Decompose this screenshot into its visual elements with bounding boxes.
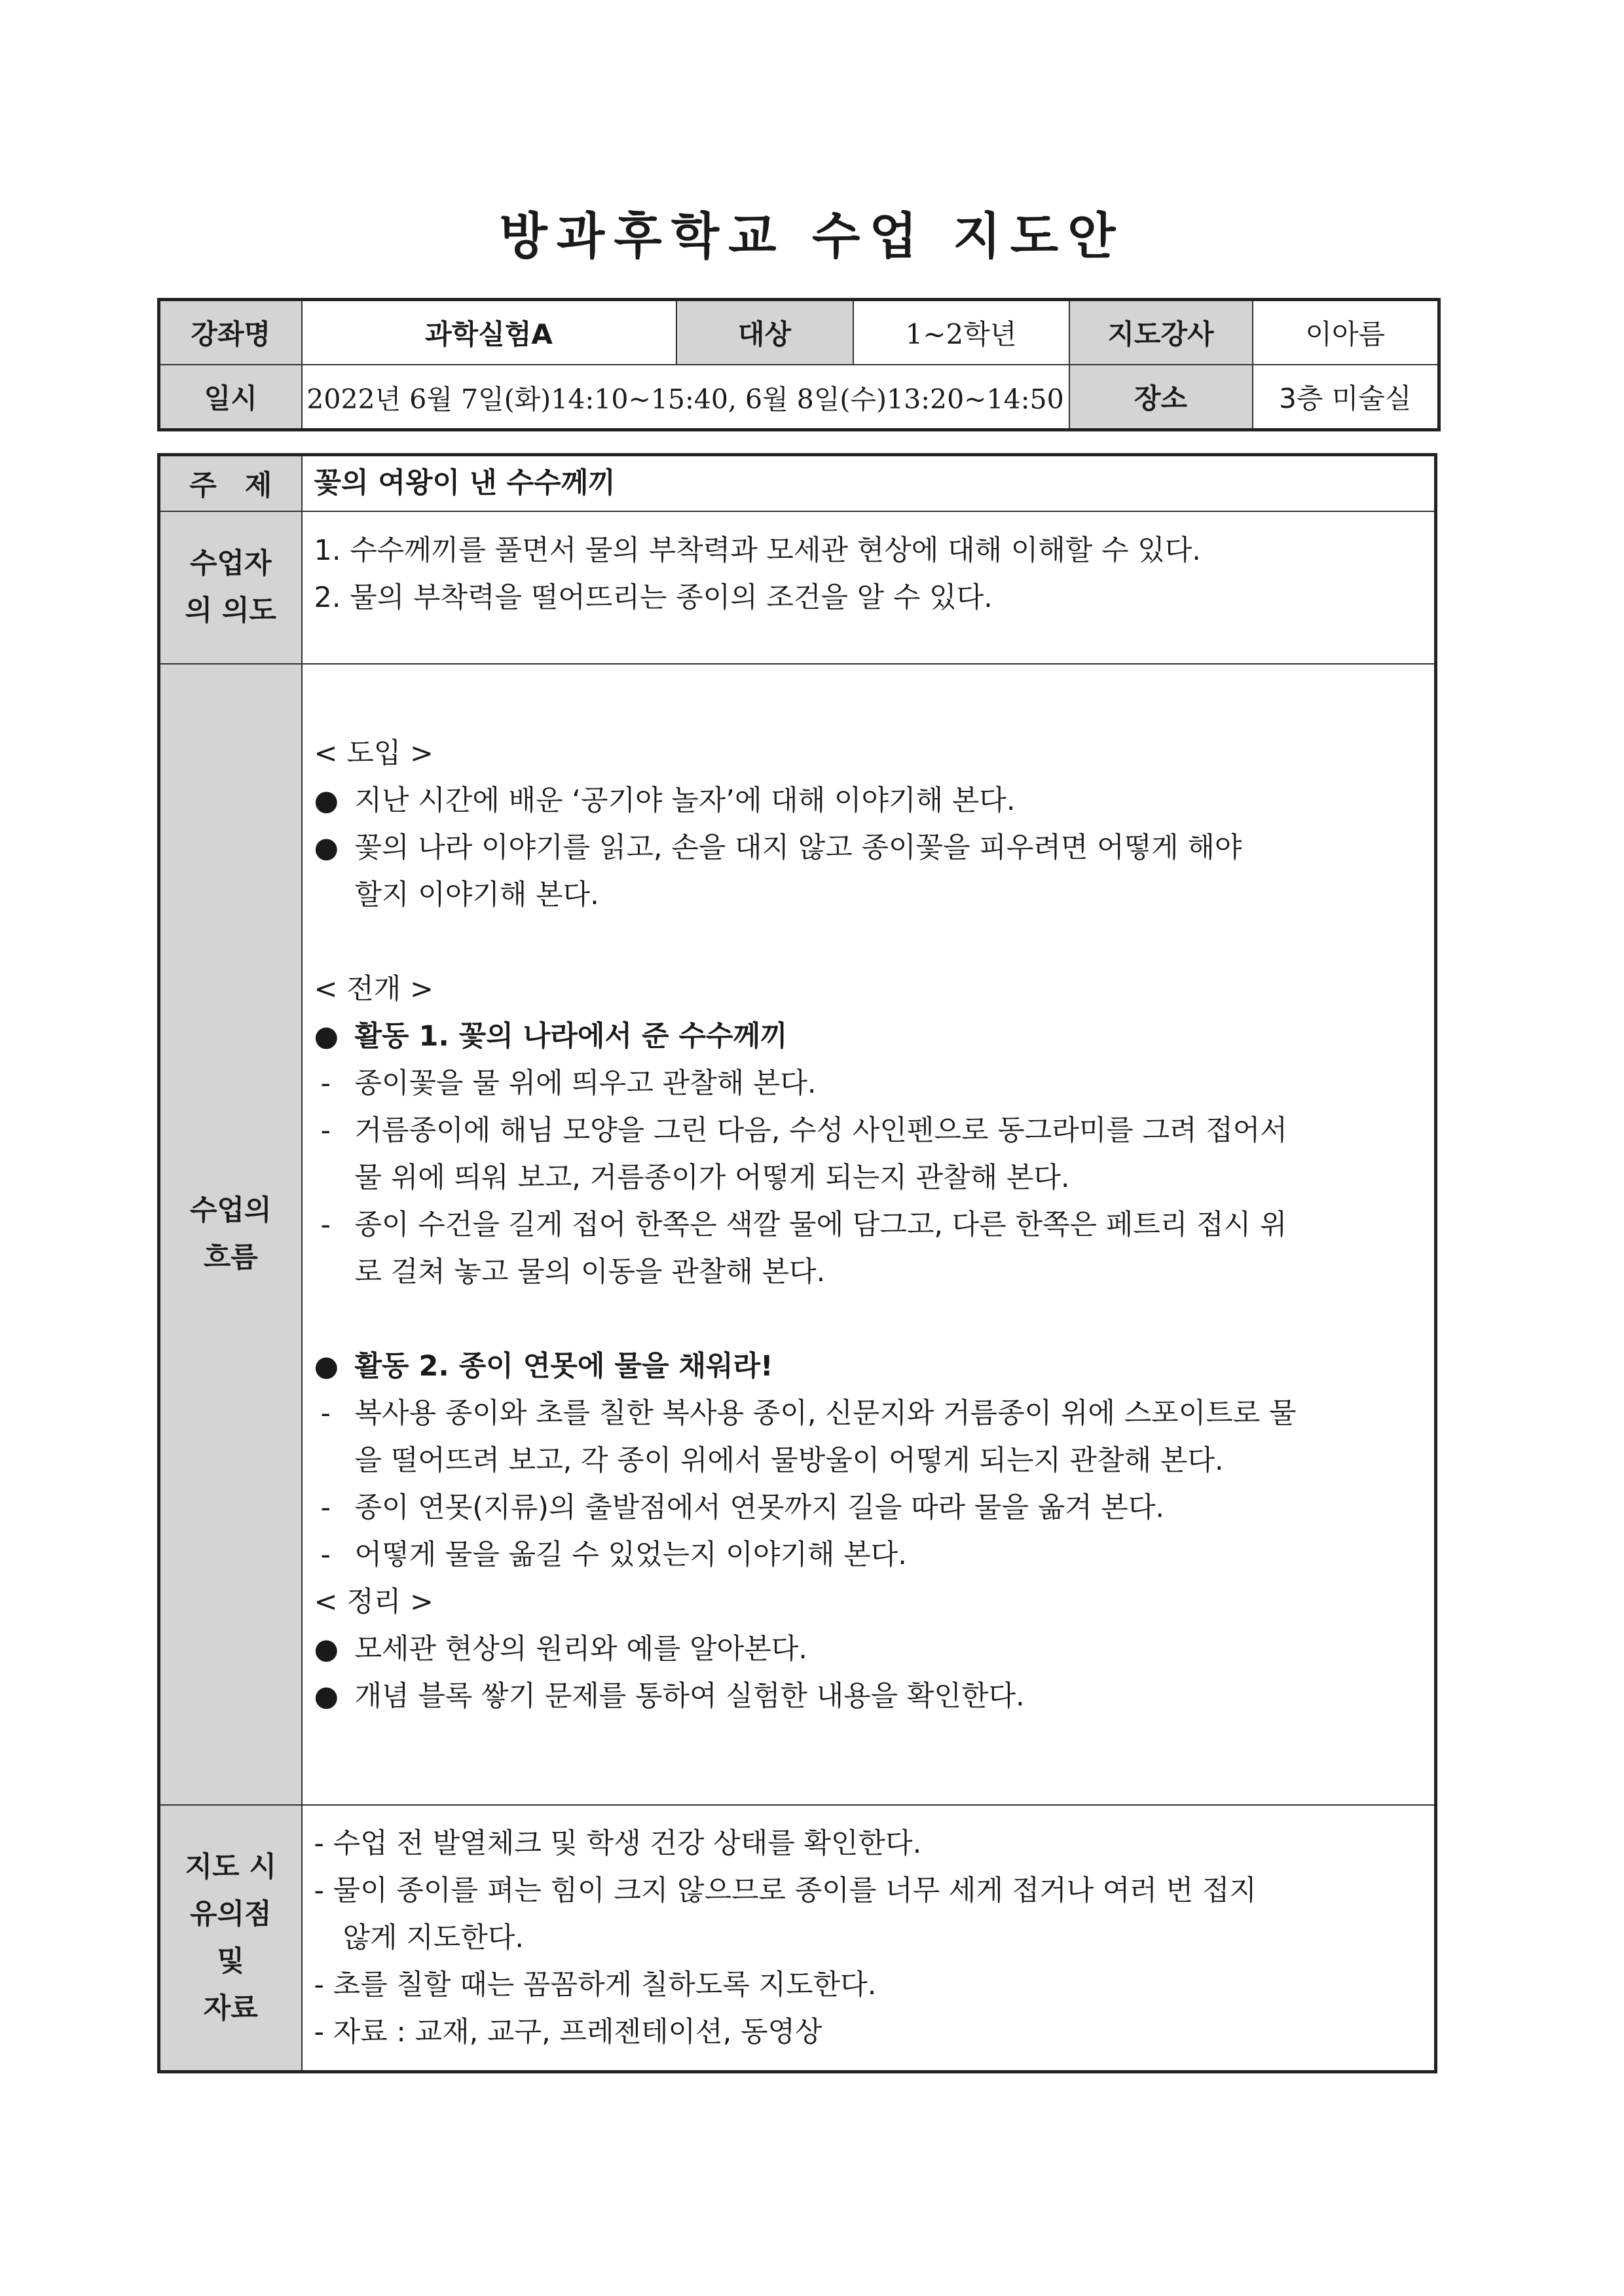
flow-row bbox=[159, 664, 1436, 1805]
place-value: 3층 미술실 bbox=[1253, 365, 1439, 430]
topic-label: 주 제 bbox=[159, 455, 302, 511]
notes-item: - 자료 : 교재, 교구, 프레젠테이션, 동영상 bbox=[314, 2015, 822, 2049]
target-value: 1~2학년 bbox=[853, 300, 1069, 365]
intent-label-line-2: 의 의도 bbox=[185, 594, 277, 627]
intent-line: 2. 물의 부착력을 떨어뜨리는 종이의 조건을 알 수 있다. bbox=[314, 581, 993, 614]
notes-item-continued: 않게 지도한다. bbox=[342, 1921, 525, 1954]
intent-line: 1. 수수께끼를 풀면서 물의 부착력과 모세관 현상에 대해 이해할 수 있다. bbox=[314, 534, 1201, 567]
bullet-icon: ● bbox=[314, 1349, 339, 1383]
activity2-item: - 복사용 종이와 초를 칠한 복사용 종이, 신문지와 거름종이 위에 스포이트로 물 bbox=[314, 1390, 1423, 1437]
notes-item: - 초를 칠할 때는 꼼꼼하게 칠하도록 지도한다. bbox=[314, 1968, 877, 2001]
flow-label bbox=[159, 664, 302, 1805]
wrap-item: ● 모세관 현상의 원리와 예를 알아본다. bbox=[314, 1626, 1423, 1673]
intro-item: ● 지난 시간에 배운 ‘공기야 놀자’에 대해 이야기해 본다. bbox=[314, 777, 1423, 824]
dash-icon: - bbox=[320, 1491, 331, 1524]
intro-item: ● 꽃의 나라 이야기를 읽고, 손을 대지 않고 종이꽃을 피우려면 어떻게 해야 bbox=[314, 824, 1423, 871]
datetime-label: 일시 bbox=[159, 365, 302, 430]
flow-label-line-2: 흐름 bbox=[203, 1241, 258, 1274]
notes-label-line-3: 및 bbox=[217, 1944, 245, 1978]
notes-item: - 수업 전 발열체크 및 학생 건강 상태를 확인한다. bbox=[314, 1827, 922, 1860]
page-title: 방과후학교 수업 지도안 bbox=[499, 207, 1125, 265]
datetime-value: 2022년 6월 7일(화)14:10~15:40, 6월 8일(수)13:20~14:50 bbox=[302, 365, 1069, 430]
notes-label-line-4: 자료 bbox=[203, 1992, 258, 2025]
activity2-item: - 종이 연못(지류)의 출발점에서 연못까지 길을 따라 물을 옮겨 본다. bbox=[314, 1484, 1423, 1531]
intro-item-continued: 할지 이야기해 본다. bbox=[354, 878, 599, 911]
course-value: 과학실험A bbox=[302, 300, 676, 365]
bullet-icon: ● bbox=[314, 831, 339, 864]
activity1-item: - 종이꽃을 물 위에 띄우고 관찰해 본다. bbox=[314, 1060, 1423, 1107]
intent-label-line-1: 수업자 bbox=[189, 547, 272, 580]
bullet-icon: ● bbox=[314, 784, 339, 817]
bullet-icon: ● bbox=[314, 1679, 339, 1713]
topic-value: 꽃의 여왕이 낸 수수께끼 bbox=[302, 455, 1436, 511]
intent-label bbox=[159, 511, 302, 664]
dash-icon: - bbox=[320, 1066, 331, 1100]
activity1-title: ● 활동 1. 꽃의 나라에서 준 수수께끼 bbox=[314, 1013, 1423, 1060]
dash-icon: - bbox=[320, 1114, 331, 1147]
wrap-header: < 정리 > bbox=[314, 1585, 434, 1618]
dash-icon: - bbox=[320, 1208, 331, 1241]
place-label: 장소 bbox=[1069, 365, 1253, 430]
notes-row bbox=[159, 1805, 1436, 2072]
flow-content bbox=[302, 664, 1436, 1805]
flow-label-line-1: 수업의 bbox=[189, 1194, 272, 1227]
intent-content bbox=[302, 511, 1436, 664]
dash-icon: - bbox=[320, 1538, 331, 1571]
target-label: 대상 bbox=[676, 300, 853, 365]
notes-content bbox=[302, 1805, 1436, 2072]
lesson-plan-table bbox=[157, 453, 1437, 2073]
activity2-item-continued: 을 떨어뜨려 보고, 각 종이 위에서 물방울이 어떻게 되는지 관찰해 본다. bbox=[354, 1444, 1224, 1477]
dash-icon: - bbox=[320, 1396, 331, 1430]
activity2-item: - 어떻게 물을 옮길 수 있었는지 이야기해 본다. bbox=[314, 1531, 1423, 1578]
develop-header: < 전개 > bbox=[314, 972, 434, 1006]
activity1-item: - 거름종이에 해님 모양을 그린 다음, 수성 사인펜으로 동그라미를 그려 접어서 bbox=[314, 1107, 1423, 1154]
activity2-title: ● 활동 2. 종이 연못에 물을 채워라! bbox=[314, 1343, 1423, 1390]
activity1-item: - 종이 수건을 길게 접어 한쪽은 색깔 물에 담그고, 다른 한쪽은 페트리 접시 위 bbox=[314, 1201, 1423, 1248]
bullet-icon: ● bbox=[314, 1019, 339, 1053]
teacher-value: 이아름 bbox=[1253, 300, 1439, 365]
lesson-info-table bbox=[157, 298, 1441, 431]
notes-label-line-1: 지도 시 bbox=[185, 1850, 277, 1884]
wrap-item: ● 개념 블록 쌓기 문제를 통하여 실험한 내용을 확인한다. bbox=[314, 1673, 1423, 1720]
notes-label bbox=[159, 1805, 302, 2072]
bullet-icon: ● bbox=[314, 1632, 339, 1666]
teacher-label: 지도강사 bbox=[1069, 300, 1253, 365]
intro-header: < 도입 > bbox=[314, 737, 434, 770]
info-row-1 bbox=[159, 300, 1439, 365]
notes-label-line-2: 유의점 bbox=[189, 1897, 272, 1931]
info-row-2 bbox=[159, 365, 1439, 430]
course-label: 강좌명 bbox=[159, 300, 302, 365]
activity1-item-continued: 로 걸쳐 놓고 물의 이동을 관찰해 본다. bbox=[354, 1255, 826, 1288]
activity1-item-continued: 물 위에 띄워 보고, 거름종이가 어떻게 되는지 관찰해 본다. bbox=[354, 1161, 1070, 1194]
topic-row bbox=[159, 455, 1436, 511]
intent-row bbox=[159, 511, 1436, 664]
notes-item: - 물이 종이를 펴는 힘이 크지 않으므로 종이를 너무 세게 접거나 여러 번 접지 bbox=[314, 1874, 1257, 1907]
